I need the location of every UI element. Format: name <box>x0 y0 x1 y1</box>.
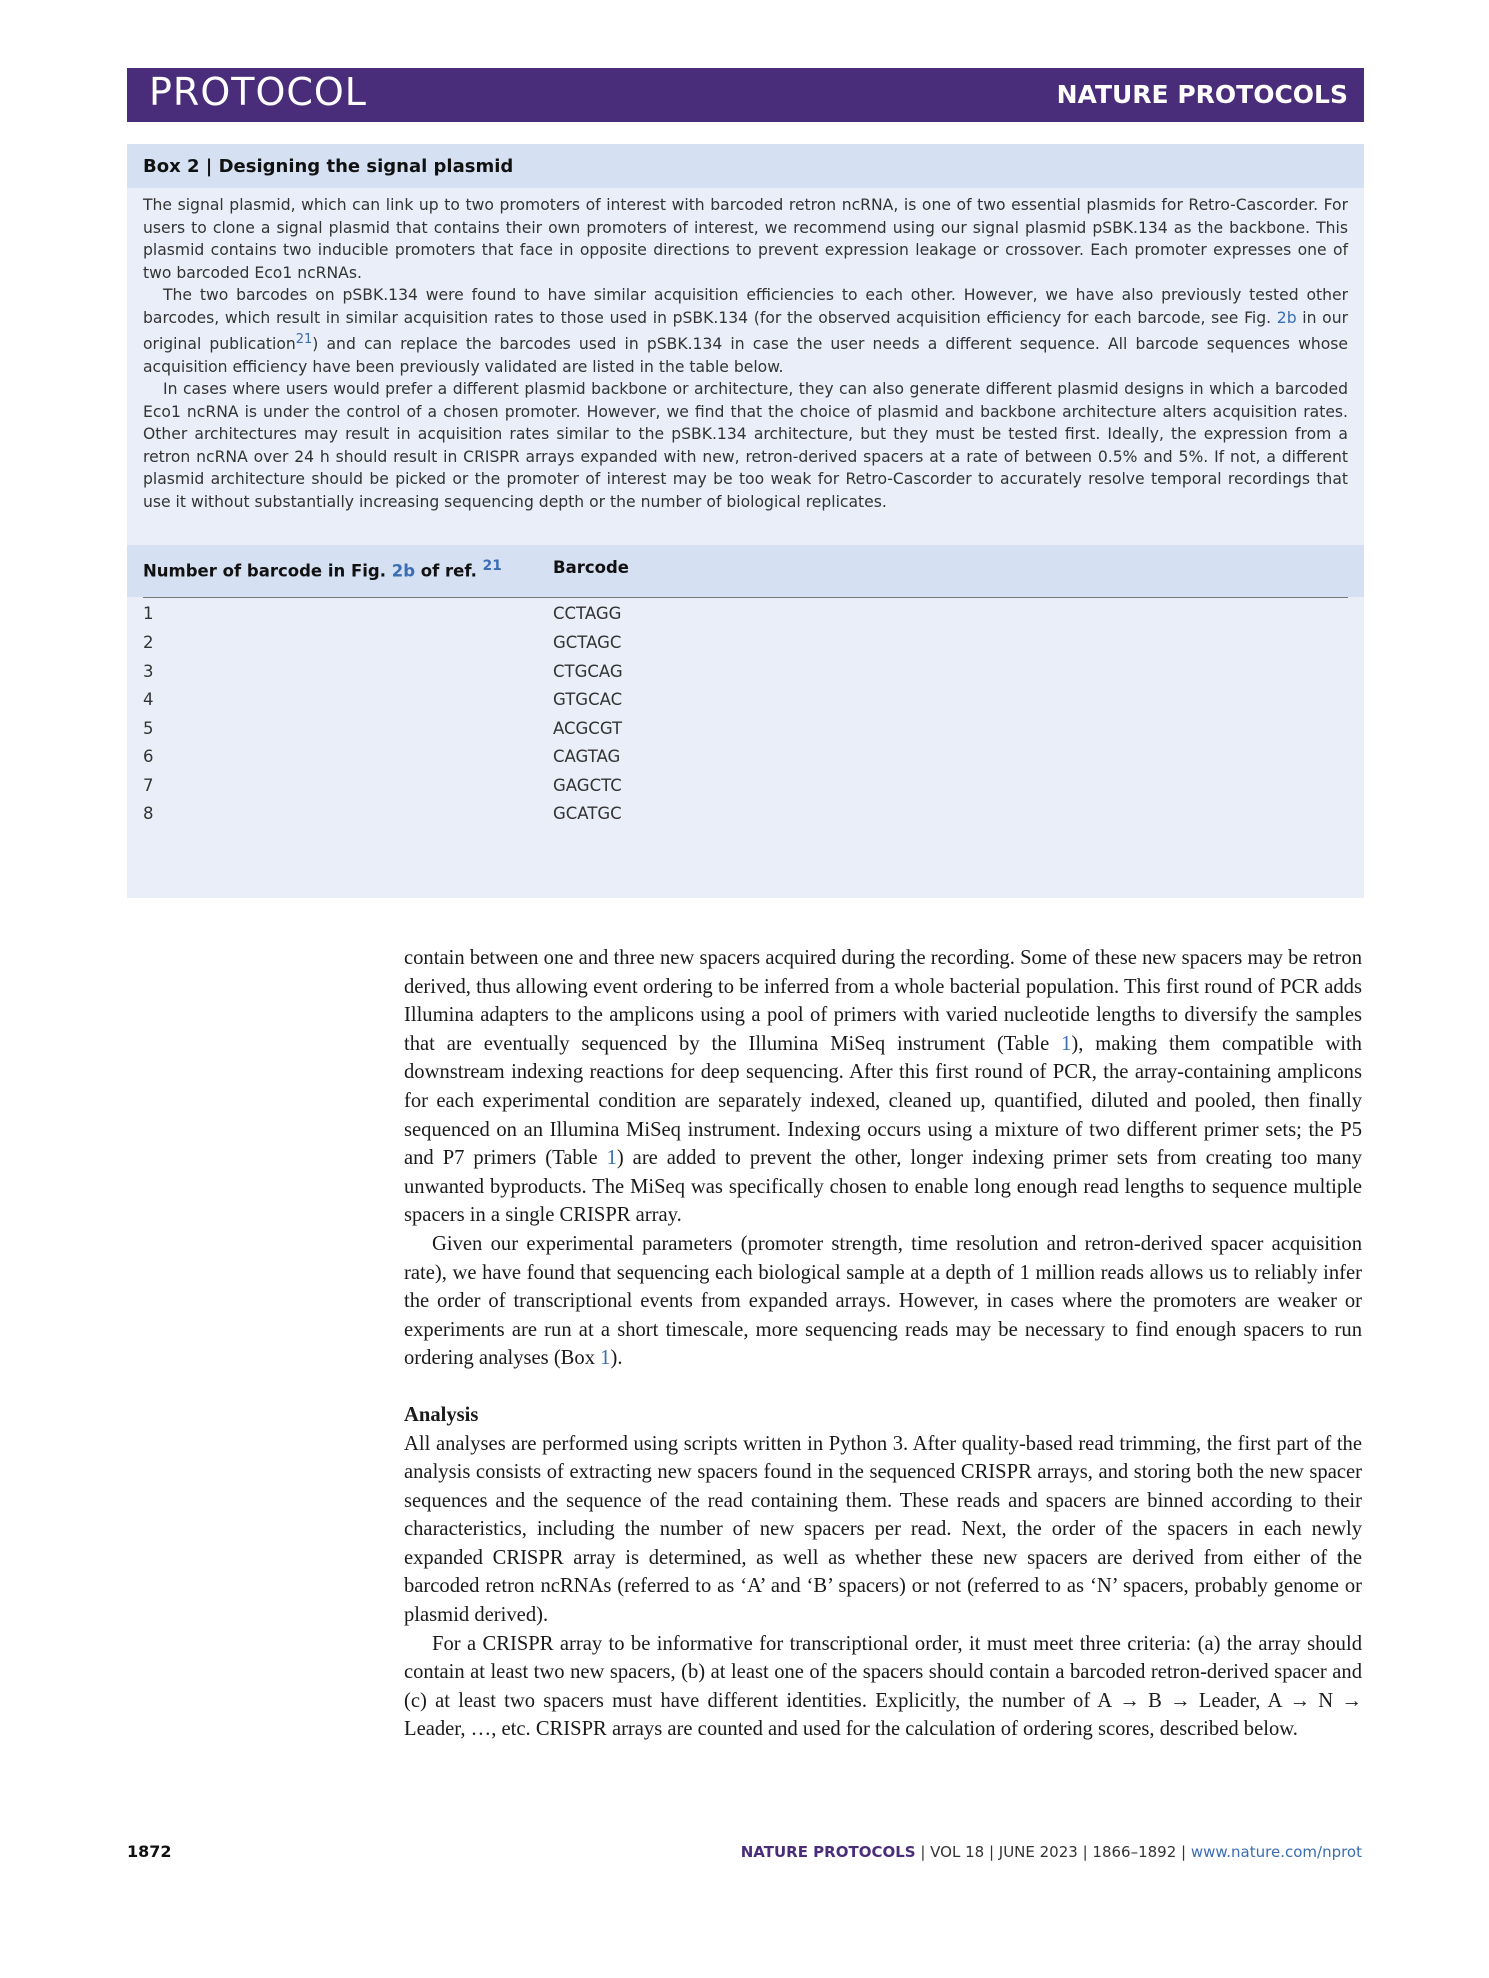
barcode-number: 2 <box>143 633 154 652</box>
barcode-number: 3 <box>143 662 154 681</box>
barcode-sequence: GAGCTC <box>553 776 622 795</box>
table-row <box>127 633 1364 662</box>
box-2-panel <box>127 144 1364 898</box>
text-span: contain between one and three new spacers acquired during the recording. Some of these new spacers may be retron derived, thus allowing event ordering to be inferred from a whole bacterial population. This first round of PCR adds Illumina adapters to the amplicons using a pool of primers with varied nucleotide lengths to diversify the samples that are eventually sequenced by the Illumina MiSeq instrument (Table <box>404 947 1362 1055</box>
barcode-number: 5 <box>143 719 154 738</box>
box-title: Box 2 | Designing the signal plasmid <box>143 156 514 177</box>
table-row <box>127 719 1364 748</box>
figure-link[interactable]: 2b <box>1276 308 1297 327</box>
table-row <box>127 804 1364 833</box>
column-header-number <box>143 558 502 581</box>
body-paragraph <box>404 1230 1362 1373</box>
citation-footer <box>741 1843 1362 1861</box>
barcode-sequence: GTGCAC <box>553 690 623 709</box>
figure-link[interactable]: 2b <box>391 561 416 581</box>
section-heading: Analysis <box>404 1403 479 1426</box>
column-header-barcode: Barcode <box>553 558 629 577</box>
barcode-number: 6 <box>143 747 154 766</box>
journal-name: NATURE PROTOCOLS <box>1056 80 1348 109</box>
barcode-number: 8 <box>143 804 154 823</box>
body-paragraph: For a CRISPR array to be informative for transcriptional order, it must meet three criteria: (a) the array should contain at least two new spacers, (b) at least one of the spacers should contain a barcoded retron-derived spacer and (c) at least two spacers must have different identities. Explicitly, the number of A → B → Leader, A → N → Leader, …, etc. CRISPR arrays are counted and used for the calculation of ordering scores, described below. <box>404 1632 1362 1741</box>
journal-url-link[interactable]: www.nature.com/nprot <box>1190 1843 1362 1861</box>
box-paragraph <box>143 284 1348 378</box>
box-link[interactable]: 1 <box>600 1347 611 1370</box>
barcode-number: 7 <box>143 776 154 795</box>
main-text <box>404 944 1362 1744</box>
box-body <box>143 194 1348 513</box>
barcode-number: 4 <box>143 690 154 709</box>
table-row <box>127 747 1364 776</box>
barcode-sequence: ACGCGT <box>553 719 623 738</box>
table-row <box>127 690 1364 719</box>
box-paragraph: In cases where users would prefer a different plasmid backbone or architecture, they can also generate different plasmid designs in which a barcoded Eco1 ncRNA is under the control of a chosen promoter. However, we find that the choice of plasmid and backbone architecture alters acquisition rates. Other architectures may result in acquisition rates similar to the pSBK.134 architecture, but they must be tested first. Ideally, the expression from a retron ncRNA over 24 h should result in CRISPR arrays expanded with new, retron-derived spacers at a rate of between 0.5% and 5%. If not, a different plasmid architecture should be picked or the promoter of interest may be too weak for Retro-Cascorder to accurately resolve temporal recordings that use it without substantially increasing sequencing depth or the number of biological replicates. <box>143 380 1348 511</box>
table-link[interactable]: 1 <box>606 1147 617 1170</box>
text-span: Given our experimental parameters (promoter strength, time resolution and retron-derived spacer acquisition rate), we have found that sequencing each biological sample at a depth of 1 million reads allows us to reliably infer the order of transcriptional events from expanded arrays. However, in cases where the promoters are weaker or experiments are run at a short timescale, more sequencing reads may be necessary to find enough spacers to run ordering analyses (Box <box>404 1232 1362 1370</box>
barcode-sequence: CAGTAG <box>553 747 621 766</box>
text-span: Number of barcode in Fig. <box>143 561 392 581</box>
box-paragraph: The signal plasmid, which can link up to two promoters of interest with barcoded retron ncRNA, is one of two essential plasmids for Retro-Cascorder. For users to clone a signal plasmid that contains their own promoters of interest, we recommend using our signal plasmid pSBK.134 as the backbone. This plasmid contains two inducible promoters that face in opposite directions to prevent expression leakage or crossover. Each promoter expresses one of two barcoded Eco1 ncRNAs. <box>143 196 1348 282</box>
text-span: ). <box>610 1347 623 1370</box>
footer-volume: | VOL 18 | JUNE 2023 | 1866–1892 | <box>915 1843 1191 1861</box>
text-span: ) and can replace the barcodes used in pSBK.134 in case the user needs a different sequence. All barcode sequences whose acquisition efficiency have been previously validated are listed in the table below. <box>143 335 1348 376</box>
text-span: The two barcodes on pSBK.134 were found to have similar acquisition efficiencies to each other. However, we have also previously tested other barcodes, which result in similar acquisition rates to those used in pSBK.134 (for the observed acquisition efficiency for each barcode, see Fig. <box>143 286 1348 327</box>
barcode-sequence: CCTAGG <box>553 604 622 623</box>
page-number: 1872 <box>127 1842 172 1861</box>
barcode-number: 1 <box>143 604 154 623</box>
table-row <box>127 604 1364 633</box>
text-span: ) are added to prevent the other, longer indexing primer sets from creating too many unwanted byproducts. The MiSeq was specifically chosen to enable long enough read lengths to sequence multiple spacers in a single CRISPR array. <box>404 1147 1362 1227</box>
table-link[interactable]: 1 <box>1061 1032 1072 1055</box>
table-divider <box>143 597 1348 598</box>
article-type-label: PROTOCOL <box>149 70 367 114</box>
box-title-bar <box>127 144 1364 188</box>
text-span: ), making them compatible with downstream indexing reactions for deep sequencing. After this first round of PCR, the array-containing amplicons for each experimental condition are separately indexed, cleaned up, quantified, diluted and pooled, then finally sequenced on an Illumina MiSeq instrument. Indexing occurs using a mixture of two different primer sets; the P5 and P7 primers (Table <box>404 1032 1362 1170</box>
section-gap <box>404 1373 1362 1401</box>
reference-link[interactable]: 21 <box>295 332 313 347</box>
text-span: in our original publication <box>143 308 1349 354</box>
table-row <box>127 662 1364 691</box>
barcode-sequence: GCTAGC <box>553 633 622 652</box>
body-paragraph <box>404 944 1362 1230</box>
reference-link[interactable]: 21 <box>482 558 502 574</box>
table-row <box>127 776 1364 805</box>
journal-header-bar <box>127 68 1364 122</box>
footer-journal: NATURE PROTOCOLS <box>740 1843 916 1861</box>
barcode-sequence: GCATGC <box>553 804 622 823</box>
barcode-sequence: CTGCAG <box>553 662 623 681</box>
body-paragraph: All analyses are performed using scripts written in Python 3. After quality-based read trimming, the first part of the analysis consists of extracting new spacers found in the sequenced CRISPR arrays, and storing both the new spacer sequences and the sequence of the read containing them. These reads and spacers are binned according to their characteristics, including the number of new spacers per read. Next, the order of the spacers in each newly expanded CRISPR array is determined, as well as whether these new spacers are derived from either of the barcoded retron ncRNAs (referred to as ‘A’ and ‘B’ spacers) or not (referred to as ‘N’ spacers, probably genome or plasmid derived). <box>404 1432 1362 1627</box>
text-span: of ref. <box>415 561 483 581</box>
